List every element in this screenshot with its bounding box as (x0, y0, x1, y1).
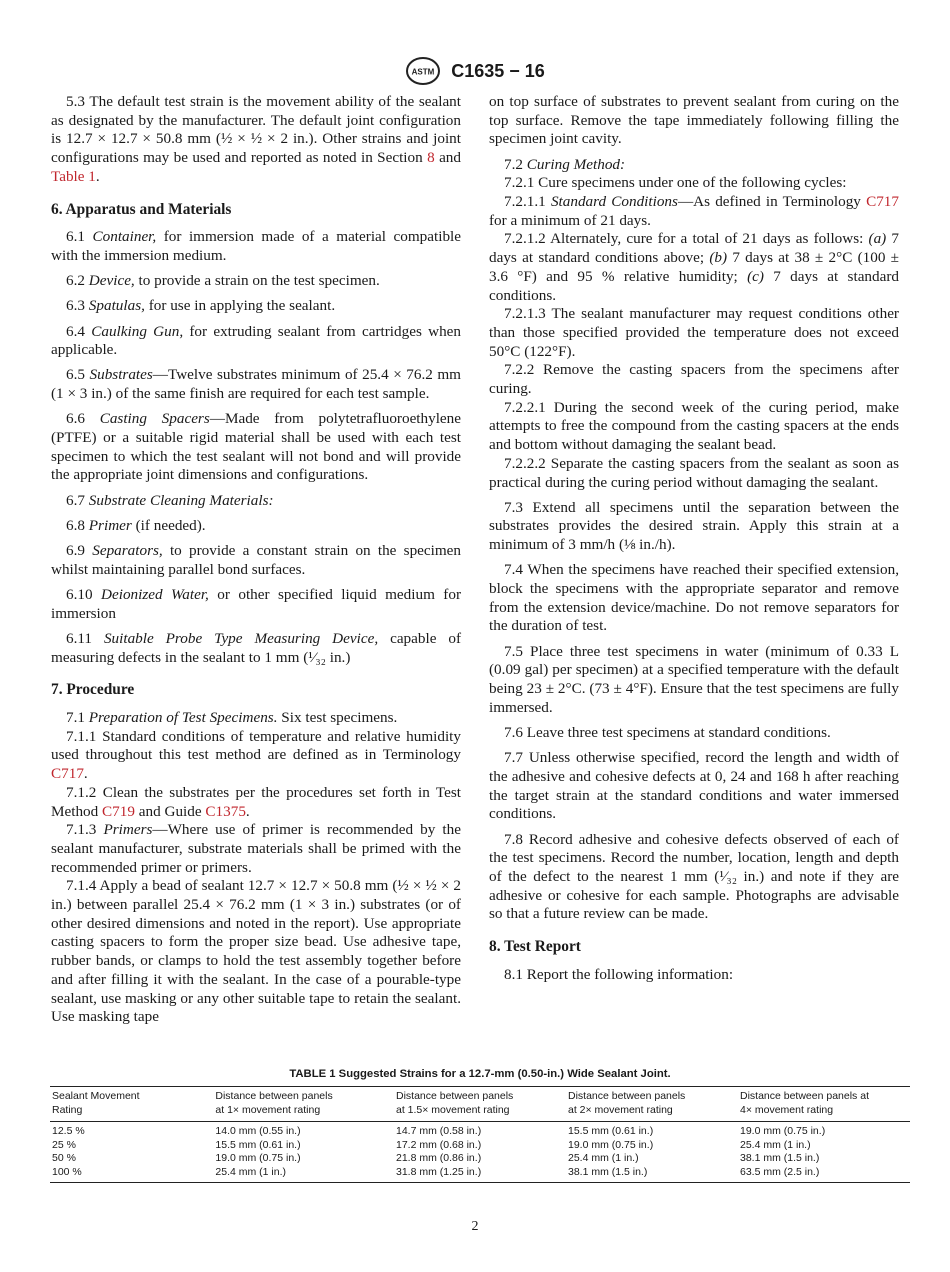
table-cell: 15.5 mm (0.61 in.) (215, 1138, 301, 1151)
table-cell: 19.0 mm (0.75 in.) (739, 1125, 826, 1137)
table-cell: 38.1 mm (1.5 in.) (739, 1152, 820, 1164)
astm-logo-icon (405, 56, 441, 86)
para-6-1: 6.1 Container, for immersion made of a material compatible with the immersion medium. (51, 228, 461, 264)
table-cell: 50 % (52, 1152, 76, 1164)
c717-link[interactable]: C717 (51, 765, 84, 783)
para-7-1-4-cont: on top surface of substrates to prevent sealant from curing on the top surface. Remove the tape immediately following filling the specimen joint cavity. (489, 93, 899, 148)
table-cell: 25.4 mm (1 in.) (567, 1152, 639, 1164)
para-7-1: 7.1 Preparation of Test Specimens. Six test specimens. (66, 708, 398, 726)
table-cell: 21.8 mm (0.86 in.) (395, 1152, 482, 1164)
para-7-1-2: 7.1.2 Clean the substrates per the procedures set forth in Test Method C719 and Guide C1375. (51, 783, 461, 820)
table-row (50, 1122, 910, 1139)
col-header-1x: Distance between panels at 1× movement rating (215, 1090, 333, 1116)
col-header-1-5x: Distance between panels at 1.5× movement rating (395, 1090, 514, 1116)
para-5-3: 5.3 The default test strain is the movement ability of the sealant as designated by the manufacturer. The default joint configuration is 12.7 × 12.7 × 50.8 mm (½ × ½ × 2 in.). Other strains and joint configurations may be used and reported as noted in Section 8 and Table 1. (51, 93, 461, 185)
para-6-9: 6.9 Separators, to provide a constant strain on the specimen whilst maintaining parallel bond surfaces. (51, 542, 462, 578)
section-8-link[interactable]: 8 (427, 149, 435, 167)
table-cell: 25.4 mm (1 in.) (739, 1138, 811, 1151)
para-7-5: 7.5 Place three test specimens in water (minimum of 0.33 L (0.09 gal) per specimen) at a specified temperature with the default being 23 ± 2°C. (73 ± 4°F). Ensure that the test specimens are fully immersed. (489, 642, 899, 716)
c719-link[interactable]: C719 (102, 802, 135, 820)
para-8-1: 8.1 Report the following information: (504, 965, 734, 983)
para-7-4: 7.4 When the specimens have reached their specified extension, block the specimens with the appropriate separator and remove from the extension device/machine. Do not remove separators for the duration of test. (489, 561, 899, 635)
para-7-2-1-3: 7.2.1.3 The sealant manufacturer may request conditions other than those specified provided the temperature does not exceed 50°C (122°F). (489, 305, 899, 360)
table-row (50, 1139, 910, 1153)
table-cell: 15.5 mm (0.61 in.) (567, 1125, 654, 1137)
left-column (51, 93, 461, 1027)
table-title: TABLE 1 Suggested Strains for a 12.7-mm (0.50-in.) Wide Sealant Joint. (289, 1068, 671, 1080)
table-cell: 38.1 mm (1.5 in.) (567, 1165, 648, 1178)
table-cell: 31.8 mm (1.25 in.) (395, 1165, 482, 1178)
para-6-6: 6.6 Casting Spacers—Made from polytetrafluoroethylene (PTFE) or a suitable rigid material shall be used with each test specimen to which the test sealant will not bond and will provide the appropriate joint dimensions and configurations. (51, 410, 462, 484)
para-7-2-2-2: 7.2.2.2 Separate the casting spacers from the sealant as soon as practical during the curing period without damaging the sealant. (489, 454, 899, 491)
table-header-row (50, 1087, 910, 1122)
para-7-7: 7.7 Unless otherwise specified, record the length and width of the adhesive and cohesive defects at 0, 24 and 168 h after reaching the target strain at the standard conditions and water immersed conditions. (489, 749, 899, 823)
para-6-8: 6.8 Primer (if needed). (66, 516, 206, 534)
astm-logo-text: ASTM (411, 67, 435, 77)
para-7-2-1: 7.2.1 Cure specimens under one of the following cycles: (504, 174, 847, 192)
para-7-3: 7.3 Extend all specimens until the separation between the substrates provides the desired strain. Apply this strain at a minimum of 3 mm/h (⅛ in./h). (489, 498, 899, 554)
para-7-8: 7.8 Record adhesive and cohesive defects observed of each of the test specimens. Record the number, location, length and depth of the defect to the nearest 1 mm (¹⁄₃₂ in.) and note if they are adhesive or cohesive for each sample. Photographs are advisable so that a future review can be made. (489, 830, 899, 923)
para-7-2: 7.2 Curing Method: (504, 155, 626, 173)
para-7-2-2-1: 7.2.2.1 During the second week of the curing period, make attempts to free the compound from the casting spacers at the ends and bottom without damaging the sealant bead. (489, 398, 899, 454)
table-cell: 25 % (52, 1138, 76, 1151)
table-cell: 12.5 % (52, 1125, 85, 1137)
table-cell: 19.0 mm (0.75 in.) (567, 1138, 654, 1151)
para-6-3: 6.3 Spatulas, for use in applying the sealant. (66, 297, 336, 315)
table-cell: 14.7 mm (0.58 in.) (395, 1125, 482, 1137)
strain-table (50, 1086, 910, 1183)
c1375-link[interactable]: C1375 (205, 802, 246, 820)
table-cell: 25.4 mm (1 in.) (215, 1165, 286, 1178)
para-7-2-2: 7.2.2 Remove the casting spacers from the specimens after curing. (489, 361, 899, 398)
para-7-6: 7.6 Leave three test specimens at standard conditions. (504, 724, 831, 741)
table-row (50, 1166, 910, 1183)
para-7-1-3: 7.1.3 Primers—Where use of primer is recommended by the sealant manufacturer, substrate materials shall be primed with the recommended primer or primers. (51, 821, 461, 876)
table-cell: 17.2 mm (0.68 in.) (395, 1138, 482, 1151)
table-1-link[interactable]: Table 1 (51, 167, 96, 185)
para-7-2-1-1: 7.2.1.1 Standard Conditions—As defined in Terminology C717 for a minimum of 21 days. (489, 193, 899, 229)
document-id: C1635 − 16 (451, 60, 545, 81)
table-1 (50, 1068, 910, 1183)
para-6-5: 6.5 Substrates—Twelve substrates minimum of 25.4 × 76.2 mm (1 × 3 in.) of the same finish are required for each test sample. (51, 366, 461, 403)
right-column (489, 93, 899, 991)
table-cell: 100 % (52, 1165, 82, 1178)
table-cell: 19.0 mm (0.75 in.) (215, 1152, 301, 1164)
table-cell: 63.5 mm (2.5 in.) (739, 1165, 820, 1178)
section-7-heading: 7. Procedure (51, 681, 135, 699)
col-header-movement: Sealant Movement Rating (52, 1090, 140, 1116)
para-7-2-1-2: 7.2.1.2 Alternately, cure for a total of 21 days as follows: (a) 7 days at standard conditions above; (b) 7 days at 38 ± 2°C (100 ± 3.6 °F) and 95 % relative humidity; (c) 7 days at standard conditions. (489, 230, 900, 304)
c717-link-2[interactable]: C717 (866, 193, 899, 211)
section-6-heading: 6. Apparatus and Materials (51, 200, 232, 218)
para-6-10: 6.10 Deionized Water, or other specified liquid medium for immersion (51, 585, 462, 622)
para-6-4: 6.4 Caulking Gun, for extruding sealant from cartridges when applicable. (51, 322, 461, 359)
para-6-11: 6.11 Suitable Probe Type Measuring Device, capable of measuring defects in the sealant to 1 mm (¹⁄₃₂ in.) (51, 629, 462, 666)
table-cell: 14.0 mm (0.55 in.) (215, 1125, 301, 1137)
para-6-2: 6.2 Device, to provide a strain on the test specimen. (66, 272, 380, 290)
page-header (0, 56, 950, 86)
col-header-2x: Distance between panels at 2× movement rating (567, 1090, 686, 1116)
table-row (50, 1152, 910, 1166)
col-header-4x: Distance between panels at 4× movement rating (739, 1090, 869, 1116)
para-7-1-1: 7.1.1 Standard conditions of temperature and relative humidity used throughout this test method are defined as in Terminology C717. (51, 727, 461, 783)
para-7-1-4: 7.1.4 Apply a bead of sealant 12.7 × 12.7 × 50.8 mm (½ × ½ × 2 in.) between parallel 25.4 × 76.2 mm (1 × 3 in.) substrates (or of other desired dimensions and noted in the report). Use appropriate casting spacers to form the proper size bead. Use adhesive tape, rubber bands, or clamps to hold the test assembly together before and after filling it with the sealant. In the case of a pourable-type sealant, use masking or any other suitable tape to retain the sealant. Use masking tape (51, 877, 461, 1026)
section-8-heading: 8. Test Report (489, 938, 581, 956)
page-number: 2 (471, 1219, 479, 1234)
para-6-7: 6.7 Substrate Cleaning Materials: (66, 491, 274, 509)
